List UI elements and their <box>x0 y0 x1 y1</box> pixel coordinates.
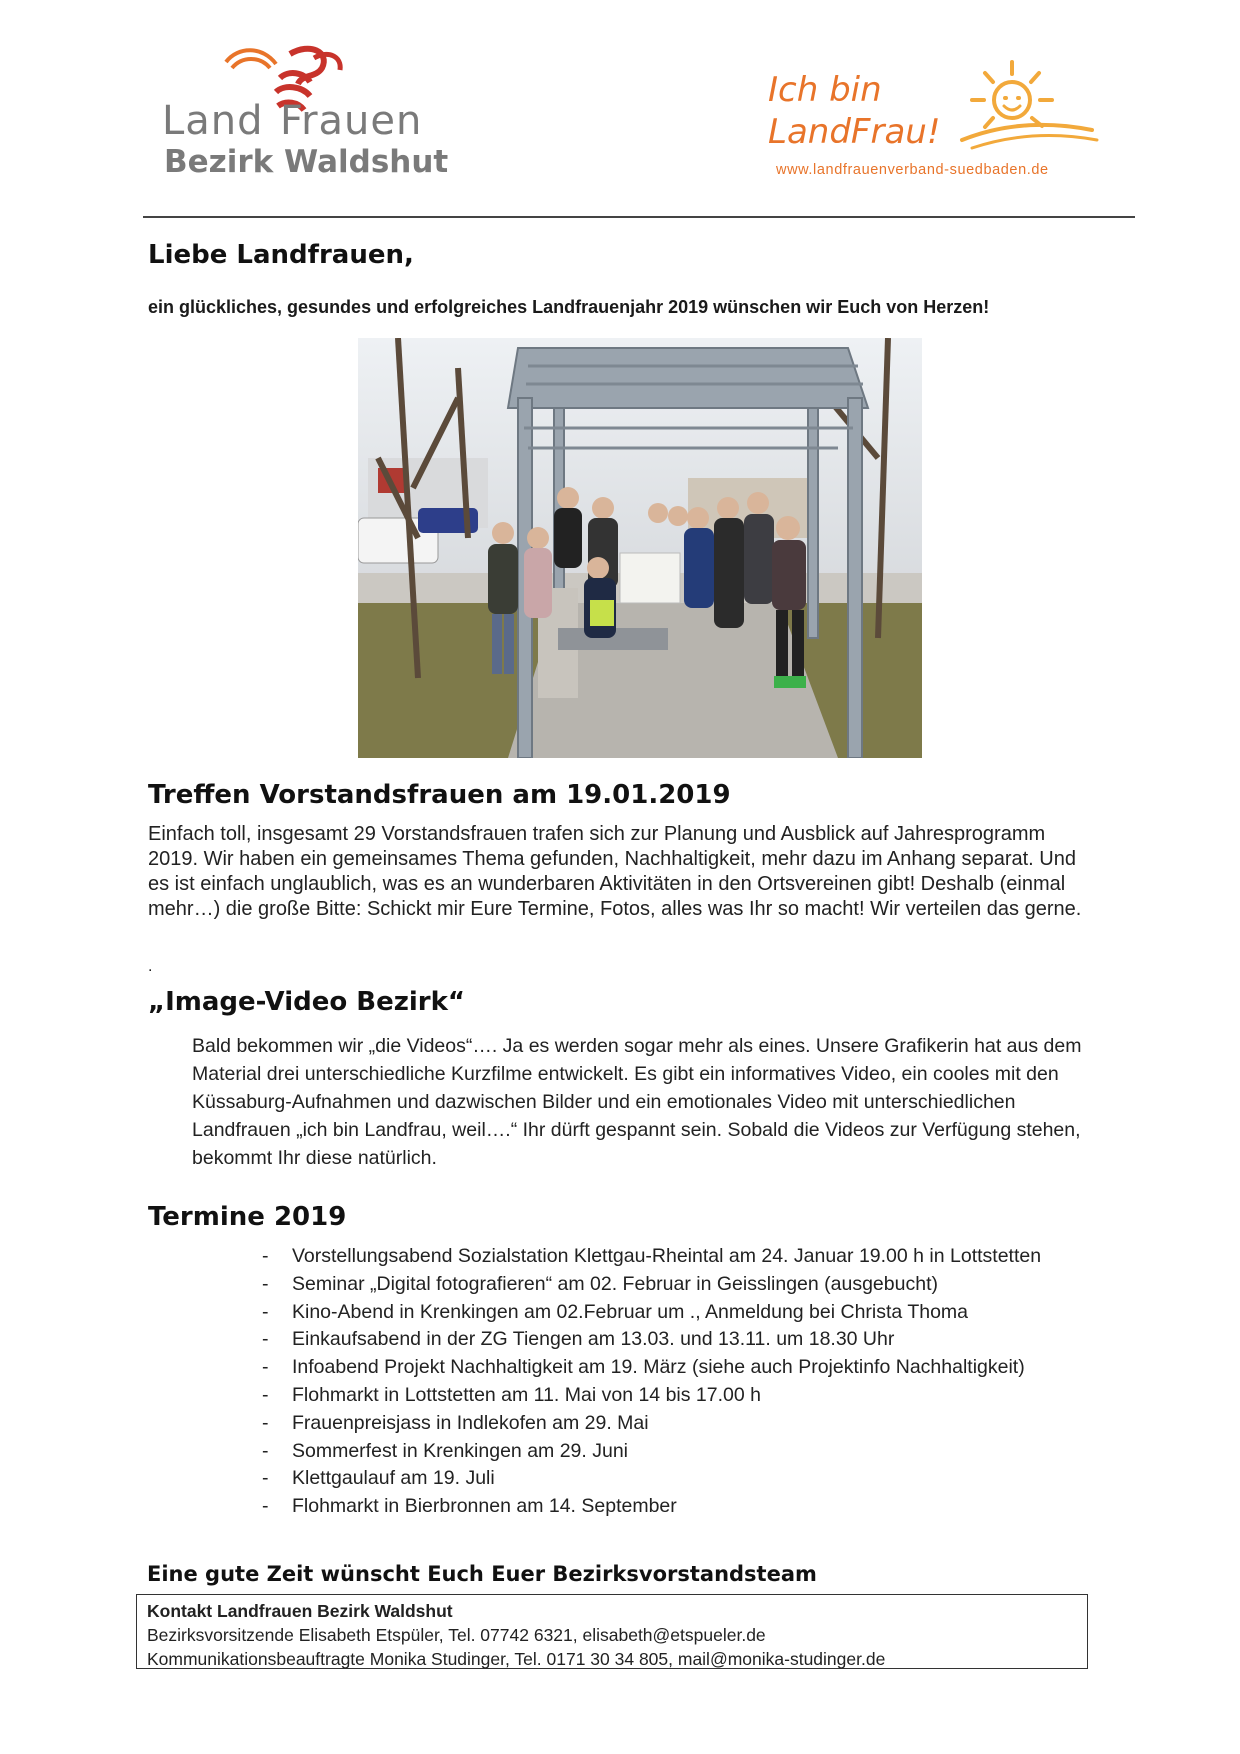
image-video-paragraph: Bald bekommen wir „die Videos“…. Ja es werden sogar mehr als eines. Unsere Grafikerin hat aus dem Material drei unterschiedliche Kurzfilme entwickelt. Es gibt ein informatives Video, ein cooles mit den Küssaburg-Aufnahmen und dazwischen Bilder und ein emotionales Video mit unterschiedlichen Landfrauen „ich bin Landfrau, weil….“ Ihr dürft gespannt sein. Sobald die Videos zur Verfügung stehen, bekommt Ihr diese natürlich. <box>192 1035 1082 1169</box>
list-item: - Frauenpreisjass in Indlekofen am 29. Mai <box>262 1410 1041 1438</box>
list-item: - Infoabend Projekt Nachhaltigkeit am 19. März (siehe auch Projektinfo Nachhaltigkeit) <box>262 1354 1041 1382</box>
logo-text-ich-bin: Ich bin <box>768 70 882 110</box>
termine-heading: Termine 2019 <box>148 1202 347 1232</box>
logo-text-landfrau: LandFrau! <box>768 112 941 152</box>
termine-list <box>262 1243 1041 1521</box>
sun-icon <box>952 56 1102 156</box>
logo-subtitle: Bezirk Waldshut <box>164 144 449 180</box>
meeting-paragraph: Einfach toll, insgesamt 29 Vorstandsfrauen trafen sich zur Planung und Ausblick auf Jahresprogramm 2019. Wir haben ein gemeinsames Thema gefunden, Nachhaltigkeit, mehr dazu im Anhang separat. Und es ist einfach unglaublich, was es an wunderbaren Aktivitäten in den Ortsvereinen gibt! Deshalb (einmal mehr…) die große Bitte: Schickt mir Eure Termine, Fotos, alles was Ihr so macht! Wir verteilen das gerne. <box>148 823 1082 920</box>
list-item: - Einkaufsabend in der ZG Tiengen am 13.03. und 13.11. um 18.30 Uhr <box>262 1326 1041 1354</box>
website-url: www.landfrauenverband-suedbaden.de <box>776 162 1049 178</box>
contact-box <box>136 1594 1088 1669</box>
list-item: - Klettgaulauf am 19. Juli <box>262 1465 1041 1493</box>
meeting-heading: Treffen Vorstandsfrauen am 19.01.2019 <box>148 780 731 810</box>
closing-signature: Eine gute Zeit wünscht Euch Euer Bezirksvorstandsteam <box>147 1562 817 1586</box>
list-item: - Flohmarkt in Bierbronnen am 14. September <box>262 1493 1041 1521</box>
list-item: - Sommerfest in Krenkingen am 29. Juni <box>262 1438 1041 1466</box>
logo-word-land: Land <box>162 98 264 144</box>
landfrauen-logo <box>150 44 450 184</box>
image-video-heading: „Image-Video Bezirk“ <box>148 987 465 1017</box>
ich-bin-landfrau-logo <box>760 56 1100 186</box>
new-year-wishes: ein glückliches, gesundes und erfolgreiches Landfrauenjahr 2019 wünschen wir Euch von Herzen! <box>148 297 990 317</box>
list-item: - Flohmarkt in Lottstetten am 11. Mai von 14 bis 17.00 h <box>262 1382 1041 1410</box>
greeting-heading: Liebe Landfrauen, <box>148 240 414 270</box>
list-item: - Seminar „Digital fotografieren“ am 02. Februar in Geisslingen (ausgebucht) <box>262 1271 1041 1299</box>
group-photo-illustration <box>358 338 922 758</box>
group-photo <box>358 338 922 758</box>
contact-title: Kontakt Landfrauen Bezirk Waldshut <box>147 1601 453 1621</box>
list-item: - Vorstellungsabend Sozialstation Klettgau-Rheintal am 24. Januar 19.00 h in Lottstetten <box>262 1243 1041 1271</box>
separator-dot: . <box>148 958 153 975</box>
header-divider <box>143 216 1135 218</box>
logo-word-frauen: Frauen <box>280 98 423 144</box>
list-item: - Kino-Abend in Krenkingen am 02.Februar um ., Anmeldung bei Christa Thoma <box>262 1299 1041 1327</box>
contact-line-communication: Kommunikationsbeauftragte Monika Studinger, Tel. 0171 30 34 805, mail@monika-studinger.de <box>147 1649 886 1669</box>
contact-line-chair: Bezirksvorsitzende Elisabeth Etspüler, Tel. 07742 6321, elisabeth@etspueler.de <box>147 1625 766 1645</box>
